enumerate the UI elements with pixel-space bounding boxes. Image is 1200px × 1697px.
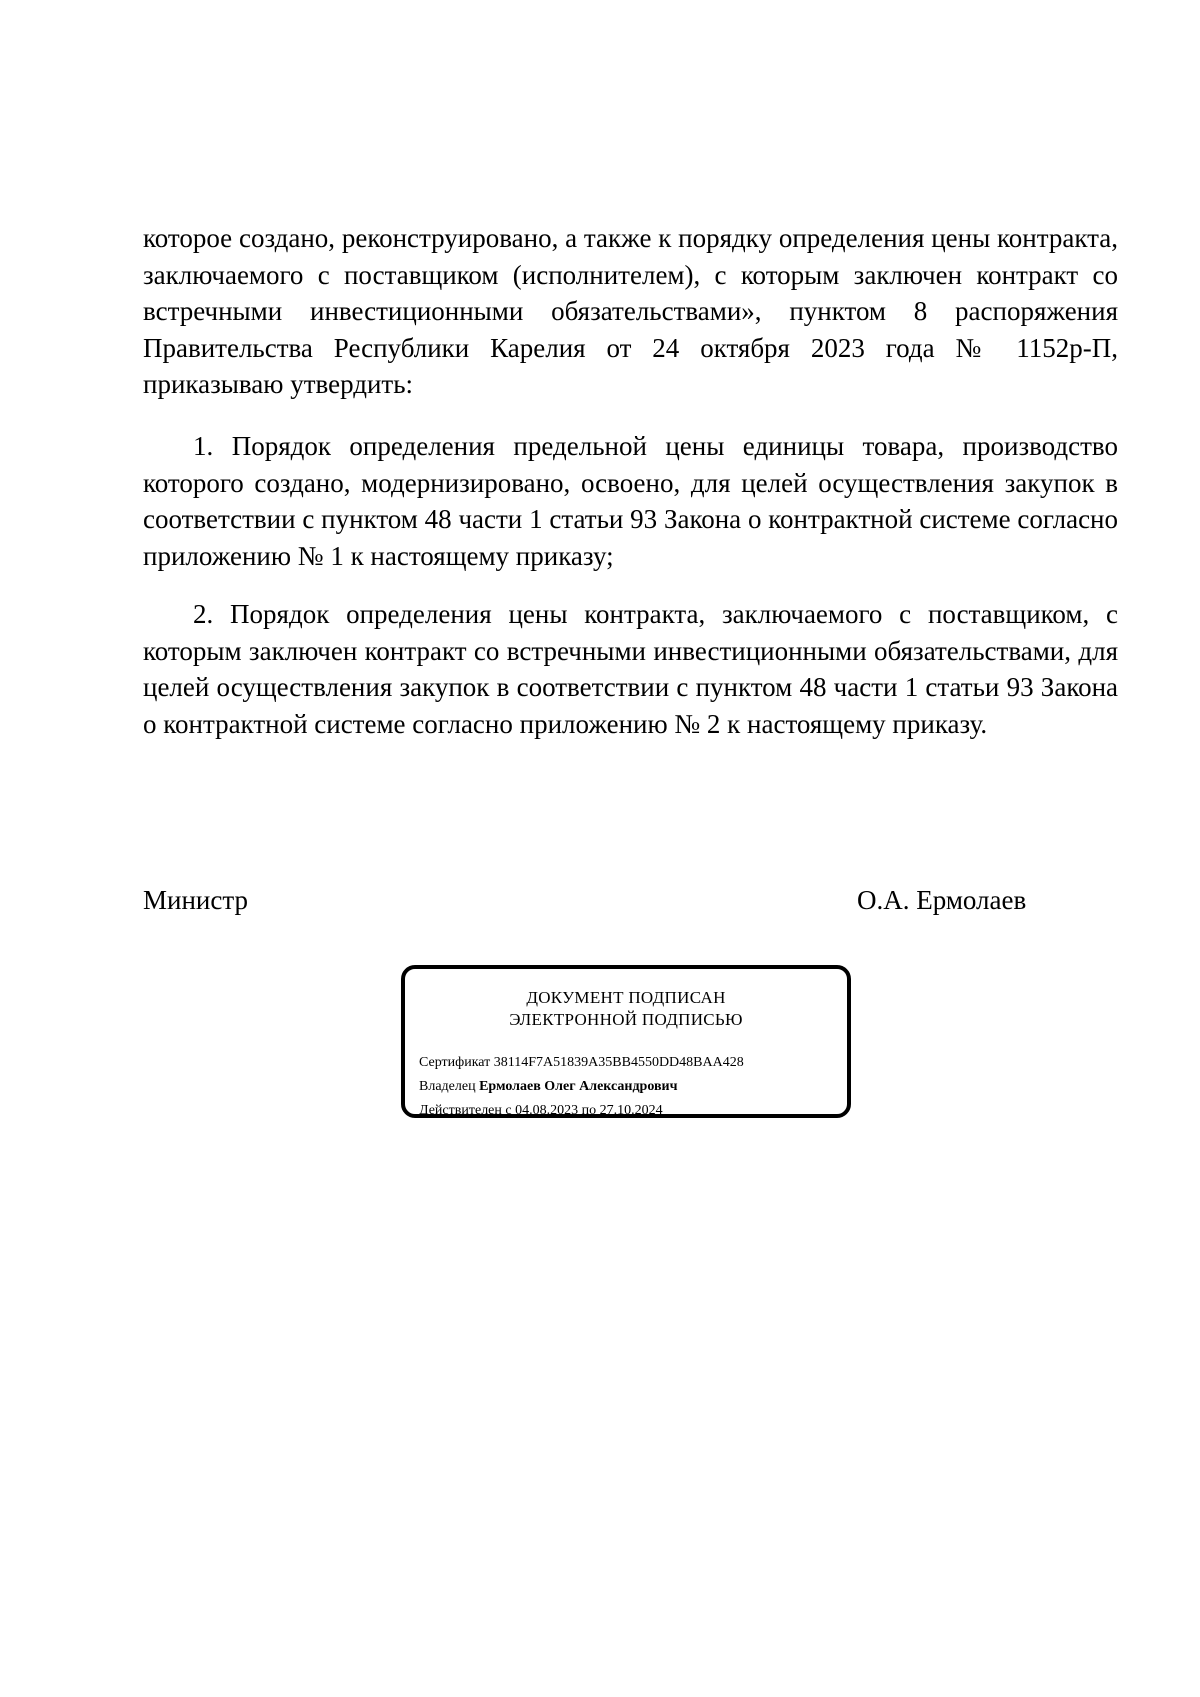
signer-name: О.А. Ермолаев [857,885,1027,915]
electronic-signature-stamp [401,965,851,1118]
stamp-heading [405,987,847,1031]
stamp-valid-from: 04.08.2023 [515,1103,579,1118]
stamp-valid-label: Действителен с [419,1103,512,1118]
stamp-owner-row [419,1075,744,1099]
stamp-owner-value: Ермолаев Олег Александрович [479,1079,678,1094]
order-item-2: 2. Порядок определения цены контракта, заключаемого с поставщиком, с которым заключен контракт со встречными инвестиционными обязательствами, для целей осуществления закупок в соответствии с пунктом 48 части 1 статьи 93 Закона о контрактной системе согласно приложению № 2 к настоящему приказу. [143,599,1118,739]
order-item-1: 1. Порядок определения предельной цены единицы товара, производство которого создано, модернизировано, освоено, для целей осуществления закупок в соответствии с пунктом 48 части 1 статьи 93 Закона о контрактной системе согласно приложению № 1 к настоящему приказу; [143,431,1118,571]
signature-row [143,882,1043,922]
stamp-owner-label: Владелец [419,1079,476,1094]
stamp-details [419,1051,744,1123]
stamp-certificate-value: 38114F7A51839A35BB4550DD48BAA428 [493,1055,744,1070]
stamp-certificate-label: Сертификат [419,1055,491,1070]
stamp-validity-row [419,1099,744,1123]
stamp-valid-to: 27.10.2024 [599,1103,663,1118]
signer-position: Министр [143,885,248,915]
stamp-certificate-row [419,1051,744,1075]
stamp-heading-line-1: ДОКУМЕНТ ПОДПИСАН [526,988,726,1007]
intro-paragraph: которое создано, реконструировано, а также к порядку определения цены контракта, заключаемого с поставщиком (исполнителем), с которым заключен контракт со встречными инвестиционными обязательствами», пунктом 8 распоряжения Правительства Республики Карелия от 24 октября 2023 года № 1152р-П, приказываю утвердить: [143,223,1118,399]
stamp-valid-to-label: по [581,1103,597,1118]
stamp-heading-line-2: ЭЛЕКТРОННОЙ ПОДПИСЬЮ [509,1010,743,1029]
